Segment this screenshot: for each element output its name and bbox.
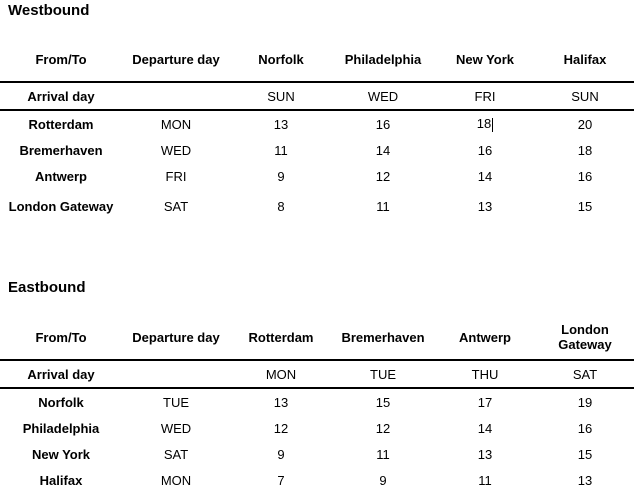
transit-days: 12: [273, 420, 289, 436]
arrival-day-cell: TUE: [332, 360, 434, 388]
text-cursor: [492, 118, 493, 132]
departure-day: SAT: [163, 198, 189, 214]
header-cell: Bremerhaven: [332, 315, 434, 360]
departure-day: MON: [160, 116, 192, 132]
transit-days: 11: [274, 142, 288, 158]
header-cell: Halifax: [536, 37, 634, 82]
transit-days: 13: [273, 394, 289, 410]
table-row: [0, 415, 634, 441]
header-cell: Antwerp: [434, 315, 536, 360]
table-row: [0, 137, 634, 163]
transit-days: 12: [375, 168, 391, 184]
transit-days: 7: [277, 472, 285, 488]
eastbound-title: Eastbound: [8, 279, 86, 296]
transit-days: 11: [376, 198, 390, 214]
header-cell: From/To: [0, 37, 122, 82]
transit-days: 11: [478, 472, 492, 488]
header-cell: Departure day: [122, 37, 230, 82]
header-cell: New York: [434, 37, 536, 82]
transit-days: 16: [577, 420, 593, 436]
transit-days: 16: [477, 142, 493, 158]
transit-days-cell[interactable]: [434, 110, 536, 137]
header-cell: London Gateway: [536, 315, 634, 360]
arrival-day-cell: FRI: [434, 82, 536, 110]
origin-port: Norfolk: [38, 394, 84, 410]
transit-days: 11: [376, 446, 390, 462]
transit-days: 14: [375, 142, 391, 158]
header-row: [0, 315, 634, 360]
header-row: [0, 37, 634, 82]
transit-days: 13: [273, 116, 289, 132]
arrival-day-cell: SAT: [536, 360, 634, 388]
arrival-day-label: Arrival day: [0, 82, 122, 110]
departure-day: TUE: [163, 394, 189, 410]
departure-day: FRI: [165, 168, 187, 184]
arrival-day-row: [0, 82, 634, 110]
origin-port: Halifax: [39, 472, 83, 488]
table-row: [0, 189, 634, 223]
arrival-day-cell: MON: [230, 360, 332, 388]
header-cell: Philadelphia: [332, 37, 434, 82]
transit-days: 8: [277, 198, 285, 214]
header-cell: Norfolk: [230, 37, 332, 82]
transit-days: 16: [375, 116, 391, 132]
header-cell: Departure day: [122, 315, 230, 360]
transit-days: 18: [577, 142, 593, 158]
transit-days: 19: [577, 394, 593, 410]
transit-days: 13: [577, 472, 593, 488]
transit-days: 20: [577, 116, 593, 132]
origin-port: London Gateway: [8, 198, 114, 214]
transit-days: 9: [277, 446, 285, 462]
transit-days: 13: [477, 446, 493, 462]
departure-day: WED: [160, 142, 192, 158]
arrival-day-cell: THU: [434, 360, 536, 388]
table-row: [0, 110, 634, 137]
arrival-day-cell: SUN: [536, 82, 634, 110]
arrival-day-row: [0, 360, 634, 388]
transit-days: 9: [277, 168, 285, 184]
arrival-day-label: Arrival day: [0, 360, 122, 388]
eastbound-table: [0, 315, 634, 493]
transit-days: 15: [577, 198, 593, 214]
departure-day: SAT: [163, 446, 189, 462]
header-cell: From/To: [0, 315, 122, 360]
transit-days: 16: [577, 168, 593, 184]
transit-days: 9: [379, 472, 387, 488]
arrival-day-cell: [122, 360, 230, 388]
transit-days: 14: [477, 168, 493, 184]
transit-days: 13: [477, 198, 493, 214]
transit-days: 18: [476, 116, 492, 132]
table-row: [0, 388, 634, 415]
transit-days: 17: [477, 394, 493, 410]
origin-port: Antwerp: [35, 168, 87, 184]
westbound-title: Westbound: [8, 2, 90, 19]
departure-day: MON: [160, 472, 192, 488]
table-row: [0, 163, 634, 189]
origin-port: Philadelphia: [22, 420, 100, 436]
header-cell: Rotterdam: [230, 315, 332, 360]
table-row: [0, 441, 634, 467]
arrival-day-cell: [122, 82, 230, 110]
transit-days: 14: [477, 420, 493, 436]
transit-days: 15: [375, 394, 391, 410]
arrival-day-cell: WED: [332, 82, 434, 110]
departure-day: WED: [160, 420, 192, 436]
table-row: [0, 467, 634, 493]
westbound-table: [0, 37, 634, 223]
transit-days: 15: [577, 446, 593, 462]
origin-port: Rotterdam: [28, 116, 94, 132]
arrival-day-cell: SUN: [230, 82, 332, 110]
origin-port: New York: [31, 446, 91, 462]
transit-days: 12: [375, 420, 391, 436]
origin-port: Bremerhaven: [19, 142, 103, 158]
